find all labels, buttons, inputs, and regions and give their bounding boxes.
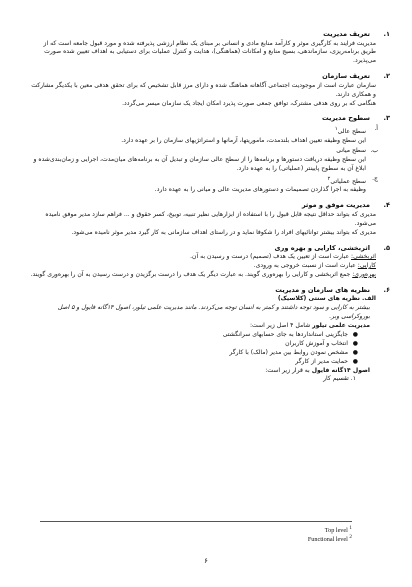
section-successful-effective bbox=[28, 201, 390, 237]
list-item: ● انتخاب و آموزش کاربران bbox=[285, 339, 358, 347]
level-item-top bbox=[28, 125, 378, 146]
list-item: ● جایگزینی استانداردها به جای حسابهای سرانگشتی bbox=[222, 330, 358, 338]
definition-effectiveness bbox=[28, 253, 376, 262]
section-heading bbox=[28, 244, 390, 254]
section-number: ۶. bbox=[383, 285, 390, 294]
section-heading bbox=[28, 114, 390, 124]
section-title: اثربخشی، کارایی و بهره وری bbox=[274, 243, 370, 252]
section-number: ۱. bbox=[383, 30, 390, 38]
level-text: وظیفه به اجرا گذاردن تصمیمات و دستورهای مدیریت عالی و میانی را به عهده دارد. bbox=[154, 186, 366, 194]
level-text: این سطح وظیفه دریافت دستورها و برنامه‌ها را از سطح عالی سازمان و تبدیل آن به برنامه‌های میان‌مدت، اجرایی و زمان‌بندی‌شده و ابلاغ آن به سطوح پایینتر (عملیاتی) را به عهده دارد. bbox=[33, 155, 366, 172]
list-item-text: جایگزینی استانداردها به جای حسابهای سرانگشتی bbox=[222, 330, 348, 338]
section-paragraph: مدیری که بتواند بیشتر توانائیهای افراد را شکوفا نماید و در راستای اهداف سازمانی به کار گیرد مدیر موثر نامیده می‌شود. bbox=[71, 228, 376, 236]
fayol-title: اصول ۱۴گانه فایول bbox=[311, 366, 370, 374]
section-title: سطوح مدیریت bbox=[321, 114, 370, 123]
definition: عبارت است از نسبت خروجی به ورودی. bbox=[253, 261, 356, 269]
level-title: سطح عالی bbox=[337, 127, 366, 135]
footnote-divider bbox=[40, 521, 352, 522]
taylor-rest: شامل ۴ اصل زیر است: bbox=[250, 322, 313, 329]
section-paragraph: مدیری که بتواند حداقل نتیجه قابل قبول را با استفاده از ابزارهایی نظیر تنبیه، توبیخ، کسر حقوق و ... فراهم سازد مدیر موفق نامیده می‌شود. bbox=[45, 210, 376, 227]
section-title: مدیریت موفق و موثر bbox=[301, 201, 370, 210]
footnote-ref: ۲ bbox=[327, 175, 331, 182]
section-title: تعریف سازمان bbox=[322, 72, 370, 81]
section-number: ۳. bbox=[383, 114, 390, 123]
taylor-principles-list bbox=[28, 331, 390, 367]
list-item-text: انتخاب و آموزش کاربران bbox=[285, 339, 348, 347]
footnote-2 bbox=[308, 534, 352, 543]
term: بهره‌وری: bbox=[352, 270, 376, 278]
definition-productivity bbox=[28, 271, 376, 280]
term: اثربخشی: bbox=[351, 253, 376, 261]
footnote-marker: 2 bbox=[349, 534, 352, 540]
subsection-title: الف. نظریه های سنتی (کلاسیک) bbox=[277, 295, 376, 303]
taylor-heading bbox=[28, 322, 370, 331]
section-number: ۴. bbox=[383, 201, 390, 210]
section-heading bbox=[28, 286, 390, 296]
item-letter: ج. bbox=[372, 174, 378, 182]
level-title: سطح عملیاتی bbox=[330, 177, 366, 185]
footnote-text: Top level bbox=[324, 527, 348, 535]
section-title: تعریف مدیریت bbox=[323, 30, 370, 38]
section-definition-organization bbox=[28, 72, 390, 108]
section-heading bbox=[28, 72, 390, 82]
section-paragraph: هنگامی که بر روی هدفی مشترک، توافق جمعی صورت پذیرد امکان ایجاد یک سازمان میسر می‌گردد. bbox=[122, 99, 376, 107]
section-definition-management bbox=[28, 30, 390, 66]
list-item: ● حمایت مدیر از کارگر bbox=[295, 357, 358, 365]
level-item-operational bbox=[28, 175, 378, 196]
footnote-text: Functional level bbox=[307, 536, 348, 544]
item-letter: أ. bbox=[374, 124, 378, 132]
footnote-1 bbox=[325, 525, 352, 534]
list-item-text: حمایت مدیر از کارگر bbox=[295, 357, 348, 365]
fayol-first-item: ۱. تقسیم کار bbox=[323, 375, 356, 383]
page-number: ۶ bbox=[204, 557, 208, 565]
page-content bbox=[28, 30, 390, 390]
term: کارایی: bbox=[357, 261, 376, 269]
section-number: ۵. bbox=[383, 243, 390, 252]
section-management-levels bbox=[28, 114, 390, 195]
section-number: ۲. bbox=[383, 72, 390, 81]
section-heading bbox=[28, 30, 390, 40]
definition: عبارت است از تعیین یک هدف (تصمیم) درست و رسیدن به آن. bbox=[190, 253, 350, 261]
section-heading bbox=[28, 201, 390, 211]
list-item-text: مشخص نمودن روابط بین مدیر (مالک) با کارگر bbox=[229, 348, 348, 356]
footnote-ref: ۱ bbox=[334, 125, 338, 132]
footnote-marker: 1 bbox=[349, 525, 352, 531]
list-item: ● مشخص نمودن روابط بین مدیر (مالک) با کارگر bbox=[229, 348, 358, 356]
definition-efficiency bbox=[28, 262, 376, 271]
section-theories bbox=[28, 286, 390, 385]
taylor-title: مدیریت علمی تیلور bbox=[312, 322, 370, 329]
section-paragraph: مدیریت فرایند به کارگیری موثر و کارآمد منابع مادی و انسانی بر مبنای یک نظام ارزشی پذیرفته شده و مورد قبول جامعه است که از طریق برنامه‌ریزی، سازماندهی، بسیج منابع و امکانات (هماهنگی)، هدایت و کنترل عملیات برای دستیابی به اهداف تعیین شده صورت می‌پذیرد. bbox=[43, 39, 376, 65]
fayol-heading bbox=[28, 367, 370, 376]
level-text: این سطح وظیفه تعیین اهداف بلندمدت، ماموریتها، آرمانها و استراتژیهای سازمان را بر عهده دارد. bbox=[121, 136, 366, 144]
subsection-paragraph: بیشتر به کارایی و سود توجه داشتند و کمتر به انسان توجه می‌کردند. مانند مدیریت علمی تیلور، اصول ۱۴گانه فایول و ۵ اصل بوروکراسی وبر. bbox=[57, 304, 370, 321]
fayol-rest: به قرار زیر است: bbox=[265, 366, 312, 374]
definition: جمع اثربخشی و کارایی را بهره‌وری گویند. به عبارت دیگر یک هدف را درست برگزیدن و درست رسیدن به آن را بهره‌وری گویند. bbox=[30, 270, 351, 278]
item-letter: ب. bbox=[370, 146, 378, 154]
section-effectiveness-efficiency bbox=[28, 244, 390, 280]
section-title: نظریه های سازمان و مدیریت bbox=[275, 285, 370, 294]
section-paragraph: سازمان عبارت است از موجودیت اجتماعی آگاهانه هماهنگ شده و دارای مرز قابل تشخیص که برای تحقق هدفی معین با یکدیگر مشارکت و همکاری دارند. bbox=[31, 81, 376, 98]
level-item-middle bbox=[28, 147, 378, 174]
level-title: سطح میانی bbox=[336, 146, 366, 154]
